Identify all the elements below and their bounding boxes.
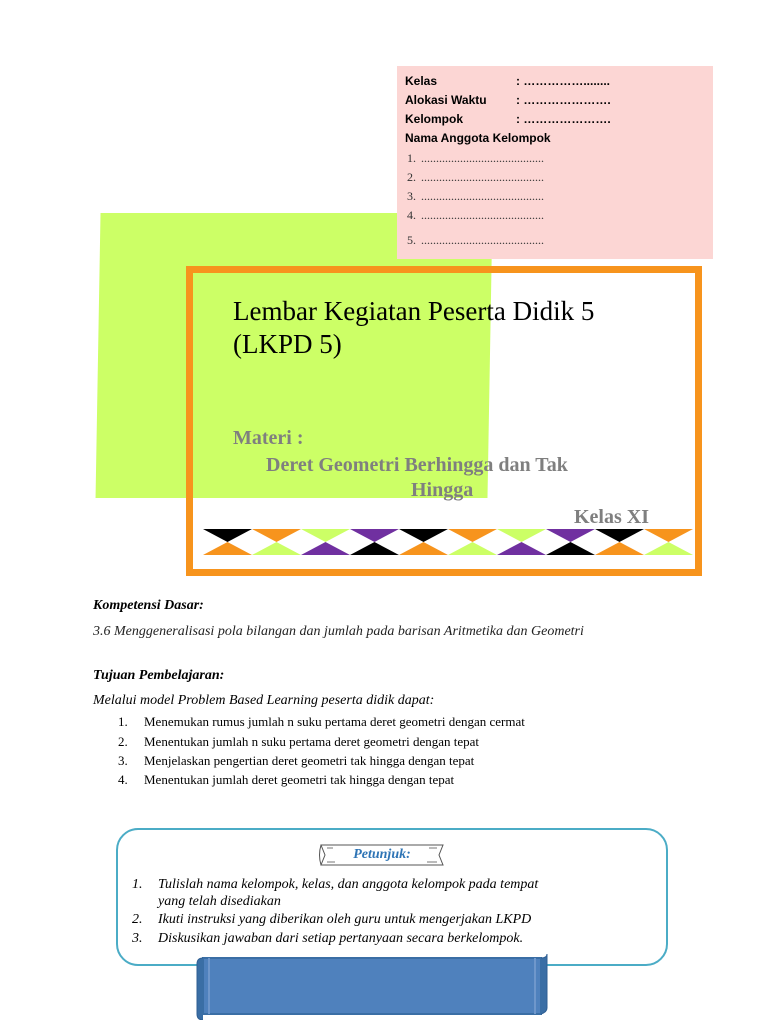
member-number: 1. xyxy=(407,151,416,165)
page-title xyxy=(233,295,594,361)
instructions-box xyxy=(116,828,668,966)
field-value-alokasi-waktu[interactable]: : …………………. xyxy=(516,93,611,107)
objective-item xyxy=(118,734,479,750)
field-label-kelas: Kelas xyxy=(405,74,438,88)
blue-scroll-banner xyxy=(195,950,549,1020)
member-line[interactable] xyxy=(407,233,544,248)
strip-triangle-bottom xyxy=(252,542,301,555)
strip-triangle-bottom xyxy=(203,542,252,555)
title-line-2: (LKPD 5) xyxy=(233,329,342,359)
member-dots: ......................................... xyxy=(421,233,544,247)
instruction-number: 1. xyxy=(132,877,143,892)
strip-triangle-bottom xyxy=(448,542,497,555)
strip-triangle-top xyxy=(448,529,497,542)
member-number: 2. xyxy=(407,170,416,184)
objective-item xyxy=(118,753,474,769)
strip-triangle-top xyxy=(595,529,644,542)
objective-text: Menemukan rumus jumlah n suku pertama deret geometri dengan cermat xyxy=(144,714,525,729)
strip-triangle-top xyxy=(252,529,301,542)
objective-item xyxy=(118,772,454,788)
field-value-kelompok[interactable]: : …………………. xyxy=(516,112,611,126)
petunjuk-label: Petunjuk: xyxy=(353,847,411,862)
tujuan-heading: Tujuan Pembelajaran: xyxy=(93,668,225,683)
title-line-1: Lembar Kegiatan Peserta Didik 5 xyxy=(233,296,595,326)
strip-triangle-bottom xyxy=(399,542,448,555)
field-label-nama-anggota: Nama Anggota Kelompok xyxy=(405,131,551,145)
objective-text: Menjelaskan pengertian deret geometri tak hingga dengan tepat xyxy=(144,753,475,768)
materi-label: Materi : xyxy=(233,427,304,449)
objective-number: 4. xyxy=(118,772,128,787)
strip-triangle-bottom xyxy=(595,542,644,555)
objective-number: 3. xyxy=(118,753,128,768)
strip-triangle-top xyxy=(546,529,595,542)
strip-triangle-bottom xyxy=(497,542,546,555)
member-number: 3. xyxy=(407,189,416,203)
title-frame xyxy=(186,266,702,576)
strip-triangle-top xyxy=(350,529,399,542)
member-line[interactable] xyxy=(407,170,544,185)
class-label: Kelas XI xyxy=(574,506,649,528)
triangle-pattern-strip xyxy=(203,529,693,555)
member-dots: ......................................... xyxy=(421,208,544,222)
member-number: 5. xyxy=(407,233,416,247)
strip-triangle-top xyxy=(497,529,546,542)
materi-topic-line-2: Hingga xyxy=(411,479,474,501)
materi-topic-line-1: Deret Geometri Berhingga dan Tak xyxy=(266,454,568,476)
instruction-text: Tulislah nama kelompok, kelas, dan anggota kelompok pada tempat xyxy=(158,877,539,892)
member-line[interactable] xyxy=(407,151,544,166)
instruction-item xyxy=(132,911,531,928)
member-number: 4. xyxy=(407,208,416,222)
group-info-box xyxy=(397,66,713,259)
instruction-text: Ikuti instruksi yang diberikan oleh guru untuk mengerjakan LKPD xyxy=(158,912,532,927)
member-line[interactable] xyxy=(407,189,544,204)
instruction-item xyxy=(132,876,538,910)
objective-text: Menentukan jumlah deret geometri tak hingga dengan tepat xyxy=(144,772,455,787)
objective-text: Menentukan jumlah n suku pertama deret geometri dengan tepat xyxy=(144,734,479,749)
strip-triangle-top xyxy=(644,529,693,542)
instruction-item xyxy=(132,930,523,947)
strip-triangle-top xyxy=(301,529,350,542)
kompetensi-heading: Kompetensi Dasar: xyxy=(93,598,204,613)
objective-item xyxy=(118,714,525,730)
field-label-kelompok: Kelompok xyxy=(405,112,464,126)
field-label-alokasi-waktu: Alokasi Waktu xyxy=(405,93,487,107)
field-value-kelas[interactable]: : ……………........ xyxy=(516,74,611,88)
strip-triangle-top xyxy=(203,529,252,542)
strip-triangle-bottom xyxy=(350,542,399,555)
member-dots: ......................................... xyxy=(421,170,544,184)
member-dots: ......................................... xyxy=(421,151,544,165)
strip-triangle-bottom xyxy=(301,542,350,555)
objective-number: 1. xyxy=(118,714,128,729)
member-dots: ......................................... xyxy=(421,189,544,203)
strip-triangle-top xyxy=(399,529,448,542)
member-line[interactable] xyxy=(407,208,544,223)
tujuan-intro: Melalui model Problem Based Learning peserta didik dapat: xyxy=(93,693,435,708)
strip-triangle-bottom xyxy=(546,542,595,555)
kompetensi-text: 3.6 Menggeneralisasi pola bilangan dan jumlah pada barisan Aritmetika dan Geometri xyxy=(93,624,584,639)
strip-triangle-bottom xyxy=(644,542,693,555)
petunjuk-banner xyxy=(317,841,447,869)
instruction-text-cont: yang telah disediakan xyxy=(158,894,281,909)
instruction-number: 3. xyxy=(132,931,143,946)
instruction-text: Diskusikan jawaban dari setiap pertanyaan secara berkelompok. xyxy=(158,931,524,946)
instruction-number: 2. xyxy=(132,912,143,927)
objective-number: 2. xyxy=(118,734,128,749)
